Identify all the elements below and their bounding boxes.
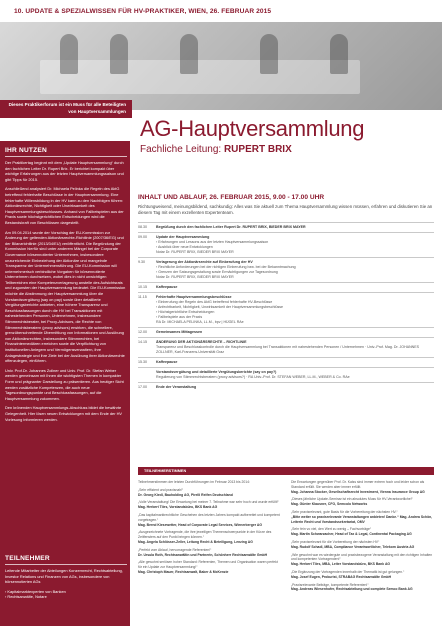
program-title: Update der Hauptversammlung: [156, 235, 210, 239]
testimonial-item: [291, 480, 434, 494]
testimonial-item: [291, 570, 434, 580]
nutzen-paragraph: Am 09.04.2014 wurde der Vorschlag der EU-Kommission zur Änderung der geltenden Aktionärsrechte-Richtlinie (2007/36/EG) und der Bilanzrichtlinie (2013/34/EU) veröffentlicht. Die Begründung der Kommission hierfür sind unter anderem Mängel bei der Corporate Governance börsennotierter Unternehmen, insbesondere unzureichende Einbeziehung der Aktionäre und mangelnde Transparenz der Unternehmensführung. Die EU-Kommission will unternehmerisch verbindliche Vorgaben für börsennotierte Unternehmen durchsetzen, wobei dies in nicht unwichtigen Teilbereichen eine Kompetenzverlagerung anstelle des Aufsichtsrats und zugunsten der Hauptversammlung bedeutet. Die EU-Kommission möchte die Abstimmung der Hauptversammlung über die Vorstandsvergütung (say on pay) sowie über detaillierte Vergütungsberichte anbieten, eine höhere Transparenz und Beschlussfassungen durch die HV bei Transaktionen mit nahestehenden Personen, Unternehmen, insbesondere Stimmrechtsberater, bei Proxy-Advisors, die Rechte von Stimmrechtsberatern (proxy advisors) erwirken, die schnellere, grenzüberschreitende Übermittlung von Informationen und Ausübung von Aktionärsrechten, insbesondere Stimmrechten, bei Finanzintermediären erreichen sowie die Verpflichtung von institutionellen Anlegern und Vermögensverwaltern, ihre Anlagestrategie und ihre Ziele bei der Ausübung ihrer Aktionärsrechte offenzulegen, einführen.: [5, 229, 126, 364]
testimonial-quote: „Die Ergänzung der Vortragenden innerhalb der Thematik ist gut gelungen.“: [291, 569, 405, 574]
program-bullet: › Ausblick über neue Entwicklungen: [156, 245, 213, 249]
program-content: [156, 295, 434, 325]
program-time: 15.30: [138, 360, 147, 364]
testimonial-author: Mag. Rudolf Schadl, MBA, Compliance Verantwortlicher, Telekom Austria AG: [291, 544, 415, 549]
program-content: [156, 225, 434, 230]
hero-photo: [0, 22, 442, 110]
testimonial-author: Mag. Martin Schwarzacher, Head of Tax & Legal, Continental Packaging AG: [291, 532, 412, 537]
program-content: [156, 260, 434, 280]
program-title: Fehlerhafte Hauptversammlungsbeschlüsse: [156, 295, 232, 299]
program-content: [156, 370, 434, 380]
program-time: 17.00: [138, 385, 147, 389]
program-title: Begrüßung durch den fachlichen Leiter Rupert Dr. RUPERT BRIX, BIEDER BRIX MAYER: [156, 225, 306, 229]
list-item: › Rechtsanwälte, Notare: [5, 594, 127, 600]
program-title: Gemeinsames Mittagessen: [156, 330, 203, 334]
testimonial-quote: „Das kapitalmarktrechtliche Geschehen des letzten Jahres kompakt aufbereitet und kompetent vorgetragen.“: [138, 512, 280, 522]
testimonial-quote: „Alle gewohnt seriösen hoher Standard: Referenten, Themen und Organisation waren perfekt für ein Update zur Hauptversammlung!“: [138, 560, 278, 570]
program-heading: INHALT UND ABLAUF, 26. FEBRUAR 2015, 9.00 - 17.00 UHR: [138, 194, 325, 201]
program-title: Verlagerung der Aktionärsrechte auf Einberufung der HV: [156, 260, 253, 264]
testimonial-quote: Die Erwartungen gegenüber Prof. Dr. Kalss sind immer extrem hoch und leider schon als Standard erfüllt. Sie werden aber immer erfüllt.: [291, 480, 425, 489]
page-subtitle: [140, 144, 364, 155]
testimonial-quote: „Sehr praxisrelevant, gute Basis für die Vorbereitung der nächsten HV.“: [291, 509, 398, 514]
program-time: 09.00: [138, 235, 147, 239]
program-content: [156, 330, 434, 335]
testimonials-column-left: [138, 480, 281, 578]
testimonial-item: [291, 583, 434, 593]
testimonial-author: Mag. Andreas Wiesenhofer, Rechtsabteilung und complete Semco Bank AG: [291, 587, 413, 592]
nutzen-paragraph: Den krönenden Hauptversammlungs-Abschluss bildet die bewährte Gelegenheit. Hier lösen neuen Entwicklungen mit dem Ende der HV Vorlesung informieren werden.: [5, 405, 123, 422]
program-time: 9.30: [138, 260, 145, 264]
program-bullet: › Erfahrungen und Lessons aus der letzten Hauptversammlungssaison: [156, 240, 269, 244]
hero-title-block: [140, 116, 364, 155]
program-speaker: Transparenz und Beschlusskontrolle durch die Hauptversammlung bei Transaktionen mit nahestehenden Personen / Unternehmen · Univ.-Prof. Mag. Dr. JOHANNES ZOLLNER, Karl-Franzens-Universität Graz: [156, 345, 420, 354]
program-content: [156, 385, 434, 390]
page-topline: 10. UPDATE & SPEZIALWISSEN FÜR HV-PRAKTIKER, WIEN, 26. FEBRUAR 2015: [14, 8, 272, 15]
teilnehmer-intro: Leitende Mitarbeiter der Abteilungen Konzernrecht, Rechtsabteilung, Investor Relations und Finanzen von AGs, insbesondere von börsennotierten AGs: [5, 568, 123, 585]
program-bullet: › Höchstgerichtliche Entscheidungen: [156, 310, 215, 314]
program-time: [138, 370, 156, 380]
program-bullet: › Rechtliche Anforderungen bei der richtigen Einberufung bzw. bei der Bekanntmachung: [156, 265, 296, 269]
program-bullet: › Einberufung der Regeln des AktG betreffend fehlerhafte HV-Beschlüsse: [156, 300, 273, 304]
list-item: › Kapitalmarktexperten von Banken: [5, 589, 127, 595]
testimonial-author: Mag. Günter Klausner, CFO, Semcolo Networks: [291, 502, 368, 507]
testimonial-quote: „Praxisrelevante Beiträge, kompetente Referenten!“: [291, 582, 369, 587]
program-bullet: › Fallbeispiele aus der Praxis: [156, 315, 203, 319]
testimonial-quote: Teilnehmerstimmen der letzten Durchführungen im Februar 2013 bis 2014:: [138, 480, 250, 484]
photo-person-shape: [330, 34, 348, 74]
program-row: [138, 282, 434, 292]
program-row: [138, 232, 434, 257]
testimonials-heading: TEILNEHMERSTIMMEN: [138, 467, 434, 475]
testimonial-quote: „Volle Veranstaltung! Die Erwartung bei meiner 7. Teilnahme war sehr hoch und wurde erfüllt!“: [138, 500, 279, 505]
photo-person-shape: [110, 34, 128, 74]
testimonial-item: [138, 500, 281, 510]
testimonial-author: Mag. Christoph Mauer, Rechtsanwalt, Baker & McKenzie: [138, 569, 229, 574]
program-intro: Richtungweisend, meinungsbildend, sachkundig: Alles was Sie aktuell zum Thema Hauptversammlung wissen müssen, erfahren und diskutieren Sie an diesem Tag mit einem exzellenten Expertenteam.: [138, 204, 433, 215]
program-time: 10.15: [138, 285, 147, 289]
testimonial-item: [291, 527, 434, 537]
program-list: [138, 222, 434, 392]
testimonial-author: Dr. Ursula Roth, Rechtsanwältin und Partnerin, Schönherr Rechtsanwälte GmbH: [138, 552, 268, 557]
testimonial-quote: „Wie gewohnt war es wiedergute und praxisbezogene Veranstaltung mit den richtigen Inhalten und kompetenten Vortragenden!“: [291, 552, 433, 562]
photo-person-shape: [260, 34, 278, 74]
testimonial-author: „Bitte weiter so praxisrelevante Veranstaltungen anbieten! Danke.“ Mag. Andrea Schön, Leiterin Recht und Vorstandssekretariat, OMV: [291, 514, 433, 524]
testimonial-item: [291, 540, 434, 550]
testimonial-item: [291, 553, 434, 567]
testimonial-item: [291, 510, 434, 524]
testimonial-item: [291, 497, 434, 507]
teilnehmer-heading: TEILNEHMER: [5, 555, 50, 562]
program-time: 11.15: [138, 295, 147, 299]
program-content: [156, 285, 434, 290]
nutzen-paragraph: Anschließend analysiert Dr. Michaela Pelinka die Regeln des AktG betreffend fehlerhafte Beschlüsse in der Hauptversammlung. Eine fehlerhafte Willensbildung in der HV kann zu den Nachfolgen führen: Aktionärsrechte, Nichtigkeit oder Unwirksamkeit des Hauptversammlungsbeschlusses. Anhand von Fallbeispielen aus der Praxis sowie höchstgerichtlichen Entscheidungen wird die Bestandskraft von Beschlüssen dargestellt.: [5, 186, 124, 225]
photo-person-shape: [180, 34, 198, 74]
program-title: Kaffeepause: [156, 360, 178, 364]
program-row: [138, 327, 434, 337]
program-speaker: RA Dr. MICHAELA PELINKA, LL.M., bpv | HÜGEL RAe: [156, 320, 244, 324]
program-content: [156, 340, 434, 355]
testimonial-author: Mag. Angela Schlösser-Zeller, Leitung Recht & Beteiligung, Lenzing AG: [138, 539, 253, 544]
tagline-banner: Dieses Praktikerforum ist ein Muss für alle Beteiligten von Hauptversammlungen: [0, 100, 132, 118]
nutzen-paragraph: Univ. Prof.Dr. Johannes Zollner und Univ. Prof. Dr. Stefan Weber werden gemeinsam mit Ihnen die wichtigsten Themen in kompakter Form und prägnanter Darstellung zu präsentieren. Aus heutiger Sicht werden zusätzliche Kompetenzen, die auch neue Tagesordnungspunkte und Beschlussfassungen, auf die Hauptversammlung zukommen.: [5, 367, 124, 401]
subtitle-name: RUPERT BRIX: [223, 144, 292, 155]
program-content: [156, 235, 434, 255]
program-row: [138, 222, 434, 232]
teilnehmer-section: [5, 555, 127, 600]
program-bullet: › Grenzen der Satzungsgestaltung sowie Ermächtigungen zur Tagesordnung: [156, 270, 278, 274]
testimonial-author: Mag. Bernd Kiesewetter, Head of Corporate Legal Services, Wienerberger AG: [138, 522, 263, 527]
testimonial-item: [138, 513, 281, 527]
program-time: 08.30: [138, 225, 147, 229]
program-row: [138, 337, 434, 357]
program-section: [138, 194, 434, 392]
testimonial-quote: „Dieses jährliche Update-Seminar ist ein absolutes Muss für HV-Verantwortliche!“: [291, 497, 413, 502]
testimonial-author: Dr. Georg Kiedl, Bauholding AG, Pirelli Reifen Deutschland: [138, 492, 233, 497]
program-bullet: › Anfechtbarkeit, Nichtigkeit, Unwirksamkeit der Hauptversammlungsbeschlüsse: [156, 305, 284, 309]
program-title: Kaffeepause: [156, 285, 178, 289]
testimonial-item: [138, 488, 281, 498]
left-sidebar: [0, 141, 130, 626]
testimonial-item: [138, 530, 281, 544]
program-title: ÄNDERUNG DER AKTIONÄRSRECHTE – RICHTLINIE: [156, 340, 247, 344]
testimonial-author: Mag. Herbert Tiles, MBA, Leiter Vorstandsbüro, BKS Bank AG: [291, 562, 391, 567]
testimonial-item: [138, 560, 281, 574]
program-title: Ende der Veranstaltung: [156, 385, 197, 389]
program-speaker: Regulierung von Stimmrechtsberatern (proxy advisors?) · RA Univ.-Prof. Dr. STEFAN WEBER, LL.M., WEBER & Co. RAe: [156, 375, 350, 379]
testimonial-author: Mag. Johanna Stocker, Gesellschaftsrecht Investment, Vienna Insurance Group AG: [291, 489, 425, 494]
divider: [5, 156, 127, 157]
photo-person-shape: [60, 34, 78, 74]
program-row: [138, 257, 434, 282]
subtitle-prefix: Fachliche Leitung:: [140, 144, 222, 155]
program-time: 14.15: [138, 340, 147, 344]
program-time: 12.00: [138, 330, 147, 334]
testimonial-author: Mag. Josef Eugen, Prokurist, STRABAG Rechtsanwälte GmbH: [291, 574, 392, 579]
testimonials-column-right: [291, 480, 434, 595]
nutzen-heading: IHR NUTZEN: [5, 147, 47, 154]
program-title: Vorstandsvergütung und detaillierte Vergütungsberichte (say on pay?): [156, 370, 277, 374]
testimonial-item: [138, 548, 281, 558]
program-content: [156, 360, 434, 365]
nutzen-section: [5, 147, 127, 426]
testimonial-quote: „Perfekt vom Ablauf, hervorragende Referenten!“: [138, 547, 212, 552]
testimonial-quote: „Sehr fein vo viel, den Wert zu wenig – Fachvorträge“: [291, 527, 372, 532]
testimonial-quote: „Ausgezeichnete Vortragende, die ihre jeweiligen Themenschwerpunkte in der Kürze des Zeitfensters auf den Punkt bringen können.“: [138, 530, 272, 540]
program-row: [138, 367, 434, 382]
testimonial-quote: „Sehr praxisrelevant für die Vorbereitung der nächsten HV“: [291, 539, 380, 544]
nutzen-paragraph: Der Praktikertag beginnt mit dem „Update Hauptversammlung“ durch den fachlichen Leiter Dr. Rupert Brix. Er berichtet kompakt über wichtige Erfahrungen aus der letzten Hauptversammlungssaison und gibt Tipps für 2015.: [5, 160, 124, 182]
divider: [5, 564, 127, 565]
photo-table-shape: [40, 60, 360, 94]
testimonial-author: Mag. Herbert Tiles, Vorstandsbüro, BKS Bank AG: [138, 505, 218, 510]
program-row: [138, 357, 434, 367]
program-row: [138, 292, 434, 327]
page-title: AG-Hauptversammlung: [140, 116, 365, 141]
testimonial-quote: „Sehr effizient und praxisnah!“: [138, 487, 184, 492]
testimonial-item: [138, 480, 281, 485]
program-speaker: Notar Dr. RUPERT BRIX, BIEDER BRIX MAYER: [156, 275, 234, 279]
program-row: [138, 382, 434, 392]
teilnehmer-list: [5, 589, 127, 600]
program-speaker: Notar Dr. RUPERT BRIX, BIEDER BRIX MAYER: [156, 250, 234, 254]
